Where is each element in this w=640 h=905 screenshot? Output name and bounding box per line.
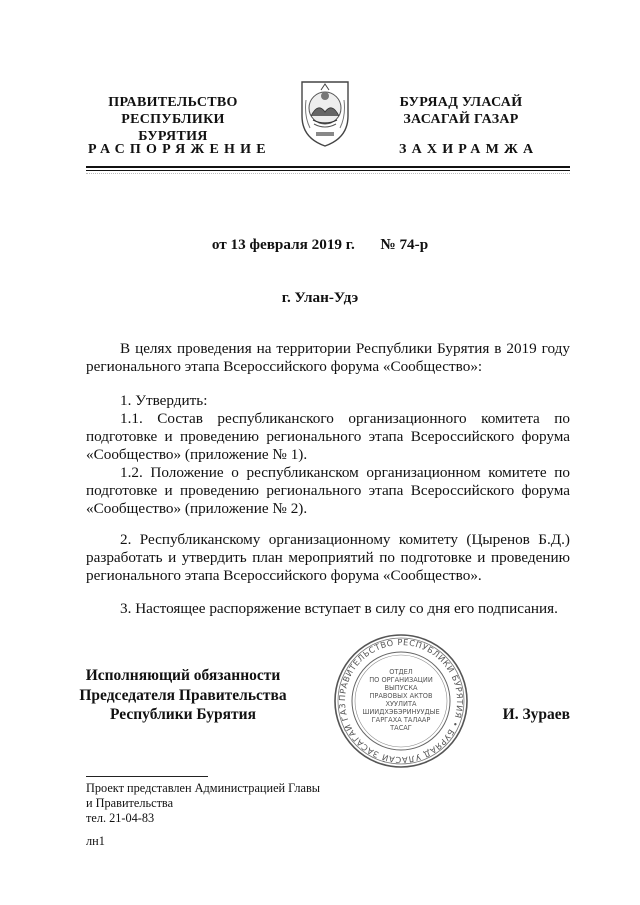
- doc-date-line: [0, 236, 640, 254]
- stamp-line: ПРАВОВЫХ АКТОВ: [369, 692, 433, 700]
- signatory-title-line2: Председателя Правительства: [79, 686, 287, 704]
- coat-of-arms-icon: [296, 76, 354, 150]
- header-left-line1: ПРАВИТЕЛЬСТВО: [108, 95, 238, 110]
- body-item2-block: [86, 531, 570, 585]
- signatory-title: [68, 666, 298, 725]
- doc-number: № 74-р: [380, 236, 429, 253]
- item-1-1: 1.1. Состав республиканского организационного комитета по подготовке и проведению регионального этапа Всероссийского форума «Сообщество» (приложение № 1).: [86, 410, 570, 463]
- stamp-line: ВЫПУСКА: [384, 684, 418, 692]
- stamp-line: ТАСАГ: [390, 724, 412, 732]
- header-right-line2: ЗАСАГАЙ ГАЗАР: [403, 112, 519, 127]
- item-2: 2. Республиканскому организационному комитету (Цыренов Б.Д.) разработать и утвердить план мероприятий по подготовке и проведению регионального этапа Всероссийского форума «Сообщество».: [86, 531, 570, 584]
- emblem: [296, 76, 354, 150]
- item-1: 1. Утвердить:: [120, 392, 208, 409]
- header-right-line1: БУРЯАД УЛАСАЙ: [399, 95, 523, 110]
- header-right: [374, 94, 548, 128]
- footer-code: лн1: [86, 834, 105, 848]
- footer-phone: тел. 21-04-83: [86, 811, 155, 825]
- stamp-line: ГАРГАХА ТАЛААР: [371, 716, 431, 724]
- signatory-name: И. Зураев: [502, 706, 570, 723]
- footer-line1: Проект представлен Администрацией Главы: [86, 781, 321, 795]
- stamp-ring-text: ПРАВИТЕЛЬСТВО РЕСПУБЛИКИ БУРЯТИЯ • БУРЯАД УЛАСАЙ ЗАСАГАЙ ГАЗ: [336, 636, 466, 766]
- signatory-title-line1: Исполняющий обязанности: [85, 667, 281, 684]
- doc-city: г. Улан-Удэ: [281, 289, 359, 306]
- stamp-line: ОТДЕЛ: [389, 668, 413, 676]
- header-left: [88, 94, 258, 145]
- stamp-center: [360, 668, 442, 732]
- header-dotted-rule: [86, 173, 570, 176]
- stamp-line: ХУУЛИТА: [385, 700, 417, 708]
- stamp-line: ПО ОРГАНИЗАЦИИ: [369, 676, 433, 684]
- body-item3-block: [86, 600, 570, 618]
- doc-type-left: РАСПОРЯЖЕНИЕ: [88, 142, 271, 157]
- doc-type-right: ЗАХИРАМЖА: [399, 142, 539, 157]
- doc-date: от 13 февраля 2019 г.: [211, 236, 355, 253]
- footer-rule: [86, 776, 208, 777]
- footer-note: [86, 781, 386, 826]
- header-rule-thick: [86, 166, 570, 168]
- signatory-title-line3: Республики Бурятия: [110, 706, 256, 723]
- intro-text: В целях проведения на территории Республики Бурятия в 2019 году регионального этапа Всероссийского форума «Сообщество»:: [86, 340, 570, 375]
- header-rule-thin: [86, 170, 570, 171]
- item-3: 3. Настоящее распоряжение вступает в силу со дня его подписания.: [120, 600, 558, 617]
- body-intro: [86, 340, 570, 376]
- official-stamp: [332, 632, 470, 770]
- item-1-2: 1.2. Положение о республиканском организационном комитете по подготовке и проведению регионального этапа Всероссийского форума «Сообщество» (приложение № 2).: [86, 464, 570, 517]
- header-left-line2: РЕСПУБЛИКИ БУРЯТИЯ: [121, 112, 225, 144]
- footer-line2: и Правительства: [86, 796, 174, 810]
- stamp-line: ШИИДХЭБЭРИНУУДЫЕ: [362, 708, 440, 716]
- body-item1-block: [86, 392, 570, 518]
